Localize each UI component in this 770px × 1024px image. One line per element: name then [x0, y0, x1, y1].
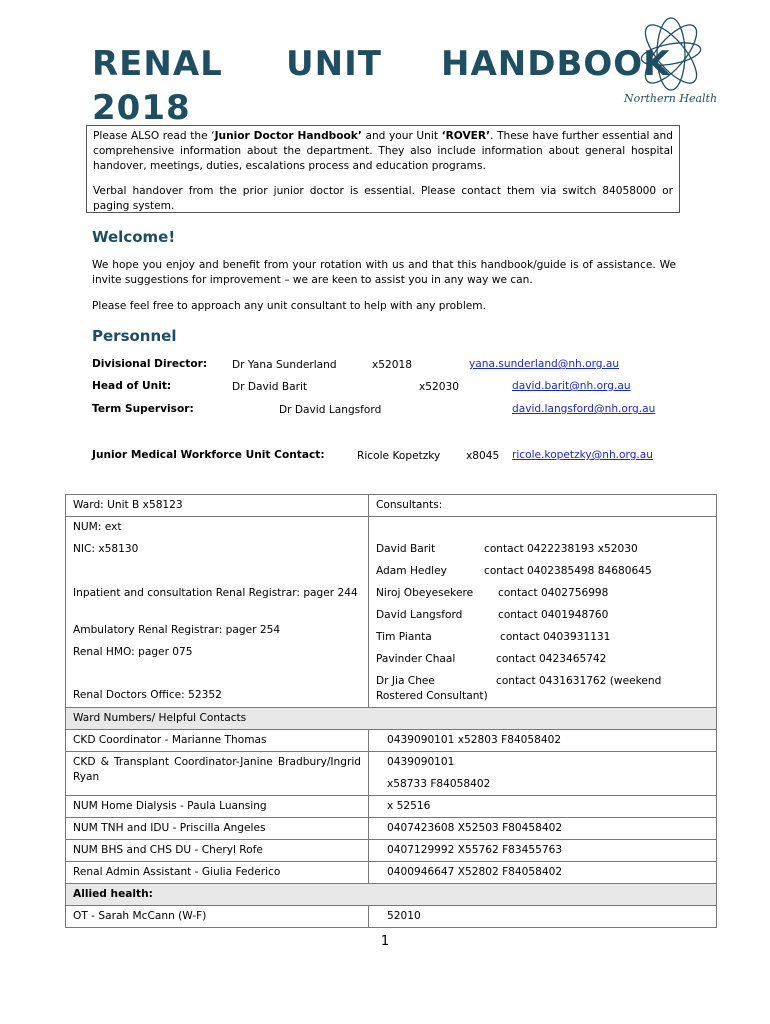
notice-text: Please ALSO read the ‘	[93, 130, 215, 142]
contact-phone: 0439090101 x52803 F84058402	[369, 730, 717, 752]
welcome-heading: Welcome!	[92, 228, 176, 246]
consultant-contact: contact 0423465742	[496, 653, 607, 665]
divisional-director-email-link[interactable]: yana.sunderland@nh.org.au	[469, 358, 620, 370]
ambulatory-registrar-line: Ambulatory Renal Registrar: pager 254	[73, 624, 281, 636]
jmwu-contact-name: Ricole Kopetzky	[357, 450, 441, 462]
head-of-unit-name: Dr David Barit	[232, 381, 308, 393]
list-item	[376, 608, 709, 630]
ward-cell: Ward: Unit B x58123	[66, 495, 369, 517]
table-row	[66, 495, 717, 517]
consultant-name: Tim Pianta	[376, 631, 432, 643]
divisional-director-label: Divisional Director:	[92, 358, 208, 370]
contact-phone: 0439090101	[387, 756, 455, 768]
table-row	[66, 517, 717, 708]
consultant-contact: contact 0422238193 x52030	[484, 543, 638, 555]
notice-text: and your Unit	[361, 130, 442, 142]
contact-phone: 0407423608 X52503 F80458402	[369, 818, 717, 840]
title-word-renal: RENAL	[92, 44, 223, 84]
notice-emphasis-rover: ‘ROVER’	[441, 130, 491, 142]
title-word-unit: UNIT	[286, 44, 382, 84]
table-row	[66, 884, 717, 906]
contact-phone: 0400946647 X52802 F84058402	[369, 862, 717, 884]
doctors-office-line: Renal Doctors Office: 52352	[73, 689, 222, 701]
contact-role: CKD Coordinator - Marianne Thomas	[66, 730, 369, 752]
table-row	[66, 840, 717, 862]
contact-role: OT - Sarah McCann (W-F)	[66, 906, 369, 928]
table-row	[66, 730, 717, 752]
head-of-unit-email-link[interactable]: david.barit@nh.org.au	[512, 380, 631, 392]
contact-phone: x 52516	[369, 796, 717, 818]
consultant-contact: contact 0402756998	[498, 587, 609, 599]
nic-line: NIC: x58130	[73, 543, 139, 555]
consultant-contact: contact 0431631762 (weekend Rostered Consultant)	[376, 675, 662, 702]
logo-text: Northern Health	[624, 92, 718, 105]
notice-paragraph-1	[93, 129, 673, 174]
welcome-paragraph-2: Please feel free to approach any unit consultant to help with any problem.	[92, 300, 486, 312]
divisional-director-ext: x52018	[372, 359, 412, 371]
table-row	[66, 818, 717, 840]
table-row	[66, 752, 717, 796]
inpatient-registrar-line: Inpatient and consultation Renal Registrar: pager 244	[73, 587, 358, 599]
divisional-director-name: Dr Yana Sunderland	[232, 359, 337, 371]
consultant-contact: contact 0403931131	[500, 631, 611, 643]
hmo-line: Renal HMO: pager 075	[73, 646, 193, 658]
consultants-cell	[369, 517, 717, 708]
welcome-paragraph-1: We hope you enjoy and benefit from your rotation with us and that this handbook/guide is of assistance. We invite suggestions for improvement – we are keen to assist you in any way we can.	[92, 259, 676, 286]
term-supervisor-email-link[interactable]: david.langsford@nh.org.au	[512, 403, 656, 415]
logo-emblem-icon	[616, 14, 736, 94]
table-row	[66, 796, 717, 818]
title-year: 2018	[92, 88, 191, 128]
contact-role: NUM Home Dialysis - Paula Luansing	[66, 796, 369, 818]
helpful-contacts-heading: Ward Numbers/ Helpful Contacts	[66, 708, 717, 730]
table-row	[66, 906, 717, 928]
num-line: NUM: ext	[73, 521, 122, 533]
contact-phone: 52010	[369, 906, 717, 928]
contact-phone-cell	[369, 752, 717, 796]
jmwu-contact-ext: x8045	[466, 450, 500, 462]
contact-role: NUM BHS and CHS DU - Cheryl Rofe	[66, 840, 369, 862]
head-of-unit-ext: x52030	[419, 381, 459, 393]
contact-phone: 0407129992 X55762 F83455763	[369, 840, 717, 862]
notice-paragraph-2: Verbal handover from the prior junior doctor is essential. Please contact them via switch 84058000 or paging system.	[93, 185, 673, 212]
contact-role: NUM TNH and IDU - Priscilla Angeles	[66, 818, 369, 840]
consultant-contact: contact 0402385498 84680645	[484, 565, 652, 577]
list-item	[376, 652, 709, 674]
consultant-name: Pavinder Chaal	[376, 653, 456, 665]
notice-box	[86, 125, 680, 213]
consultant-name: Niroj Obeyesekere	[376, 587, 474, 599]
jmwu-contact-email-link[interactable]: ricole.kopetzky@nh.org.au	[512, 449, 653, 461]
consultant-name: Dr Jia Chee	[376, 675, 435, 687]
head-of-unit-label: Head of Unit:	[92, 380, 172, 392]
list-item	[376, 586, 709, 608]
personnel-heading: Personnel	[92, 327, 177, 345]
northern-health-logo	[616, 14, 736, 106]
consultants-label-cell: Consultants:	[369, 495, 717, 517]
contacts-table	[65, 494, 717, 928]
consultant-name: Adam Hedley	[376, 565, 447, 577]
notice-text: . These have further essential and comprehensive information about the department. They also include information about general hospital handover, meetings, duties, escalations process and education programs.	[93, 130, 673, 172]
list-item	[376, 630, 709, 652]
consultant-name: David Barit	[376, 543, 436, 555]
consultant-name: David Langsford	[376, 609, 463, 621]
table-row	[66, 708, 717, 730]
list-item	[376, 674, 709, 704]
term-supervisor-label: Term Supervisor:	[92, 403, 194, 415]
list-item	[376, 542, 709, 564]
list-item	[376, 564, 709, 586]
contact-role: CKD & Transplant Coordinator-Janine Bradbury/Ingrid Ryan	[66, 752, 369, 796]
table-row	[66, 862, 717, 884]
staff-cell	[66, 517, 369, 708]
allied-health-heading: Allied health:	[66, 884, 717, 906]
page-number: 1	[380, 934, 390, 949]
contact-role: Renal Admin Assistant - Giulia Federico	[66, 862, 369, 884]
title-word-handbook: HANDBOOK	[441, 44, 671, 84]
contact-phone-2: x58733 F84058402	[387, 778, 491, 790]
consultant-contact: contact 0401948760	[498, 609, 609, 621]
term-supervisor-name: Dr David Langsford	[279, 404, 382, 416]
spacer	[73, 564, 361, 586]
jmwu-contact-label: Junior Medical Workforce Unit Contact:	[92, 449, 325, 461]
notice-emphasis-handbook: Junior Doctor Handbook’	[214, 130, 362, 142]
